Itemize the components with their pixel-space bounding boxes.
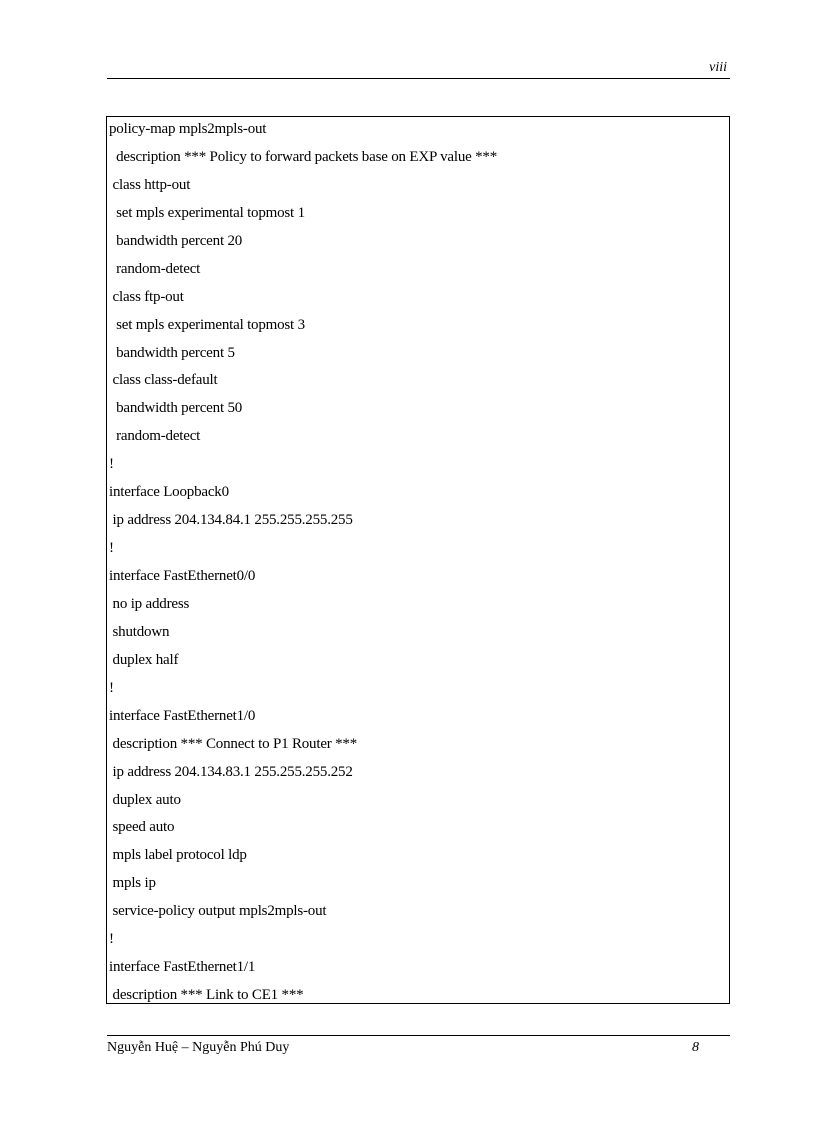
code-line: description *** Link to CE1 ***: [109, 987, 304, 1004]
header-divider: [107, 78, 730, 79]
code-line: class ftp-out: [109, 288, 184, 305]
code-listing-box: [106, 116, 730, 1004]
code-line: interface FastEthernet1/0: [109, 707, 256, 724]
code-line: random-detect: [109, 428, 201, 445]
code-line: !: [109, 456, 114, 473]
code-line: mpls ip: [109, 875, 156, 892]
code-line: set mpls experimental topmost 3: [109, 316, 305, 333]
code-line: shutdown: [109, 623, 170, 640]
code-line: ip address 204.134.84.1 255.255.255.255: [109, 512, 353, 529]
code-line: interface Loopback0: [109, 484, 229, 501]
code-line: bandwidth percent 5: [109, 344, 235, 361]
code-line: set mpls experimental topmost 1: [109, 204, 305, 221]
code-line: class http-out: [109, 176, 191, 193]
footer-page-number: 8: [692, 1040, 699, 1055]
code-line: description *** Connect to P1 Router ***: [109, 735, 358, 752]
code-line: bandwidth percent 50: [109, 400, 243, 417]
code-line: duplex half: [109, 651, 179, 668]
code-line: service-policy output mpls2mpls-out: [109, 903, 327, 920]
code-line: speed auto: [109, 819, 175, 836]
code-line: policy-map mpls2mpls-out: [109, 121, 267, 137]
code-line: !: [109, 540, 114, 557]
code-line: interface FastEthernet0/0: [109, 568, 256, 584]
code-line: mpls label protocol ldp: [109, 847, 247, 864]
code-line: bandwidth percent 20: [109, 232, 243, 249]
footer-divider: [107, 1035, 730, 1036]
header-page-number: viii: [709, 60, 727, 75]
code-line: class class-default: [109, 372, 218, 389]
code-line: description *** Policy to forward packets base on EXP value ***: [109, 148, 498, 165]
code-line: duplex auto: [109, 791, 181, 808]
code-line: ip address 204.134.83.1 255.255.255.252: [109, 763, 353, 780]
code-line: !: [109, 931, 114, 948]
code-line: interface FastEthernet1/1: [109, 959, 256, 976]
code-line: !: [109, 679, 114, 696]
code-line: random-detect: [109, 260, 201, 277]
code-line: no ip address: [109, 595, 190, 612]
footer-authors: Nguyễn Huệ – Nguyễn Phú Duy: [107, 1040, 290, 1055]
